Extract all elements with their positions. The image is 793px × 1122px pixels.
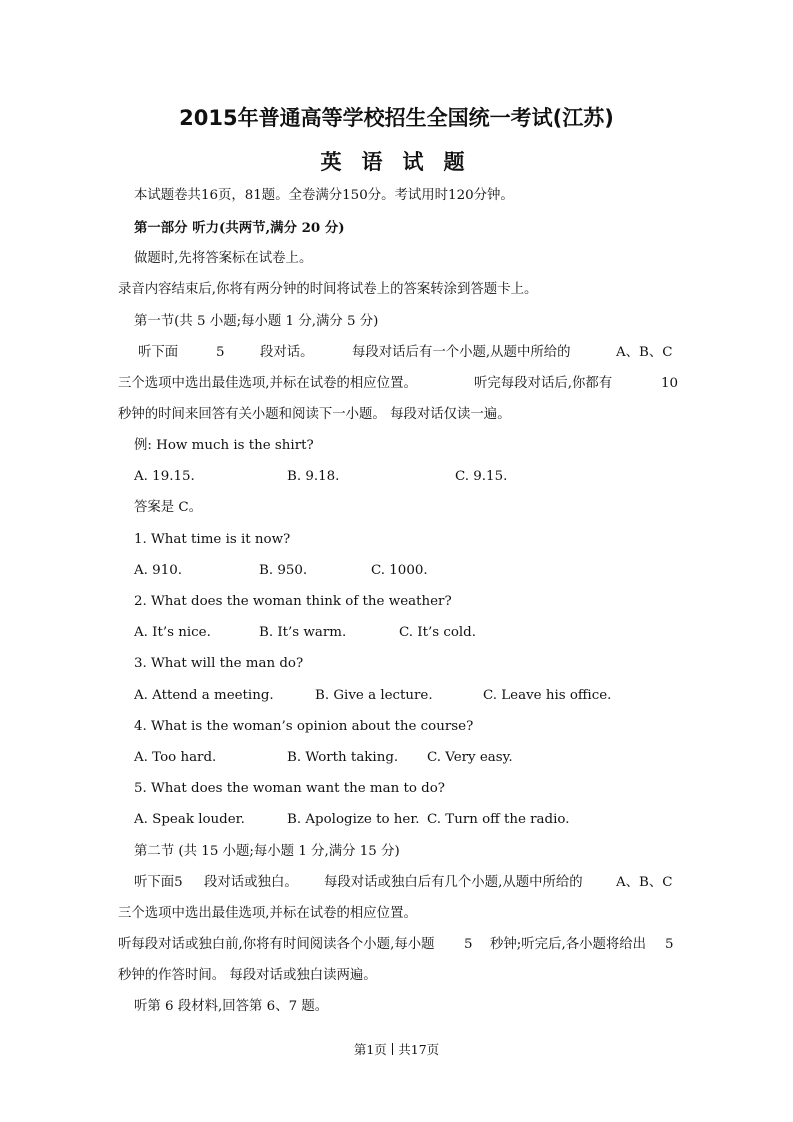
question-1: 1. What time is it now?: [134, 532, 291, 547]
dir-text: 每段对话后有一个小题,从题中所给的: [352, 345, 571, 360]
section1-heading: 第一节(共 5 小题;每小题 1 分,满分 5 分): [134, 314, 379, 329]
q5-option-b: B. Apologize to her.: [287, 812, 420, 827]
instruction-1: 做题时,先将答案标在试卷上。: [134, 251, 313, 266]
q5-option-a: A. Speak louder.: [134, 812, 245, 827]
q1-option-b: B. 950.: [259, 563, 308, 578]
page-footer: [0, 1040, 793, 1058]
dir-text: 段对话或独白。: [204, 875, 298, 890]
dir-text: 5: [216, 345, 225, 360]
dir-text: 5: [464, 937, 473, 952]
question-4: 4. What is the woman’s opinion about the course?: [134, 719, 474, 734]
section2-directions-line-b: 三个选项中选出最佳选项,并标在试卷的相应位置。: [118, 906, 417, 921]
section2-heading: 第二节 (共 15 小题;每小题 1 分,满分 15 分): [134, 844, 400, 859]
example-answer: 答案是 C。: [134, 500, 203, 515]
q2-option-c: C. It’s cold.: [399, 625, 477, 640]
dir-text: A、B、C: [616, 875, 673, 890]
q4-option-c: C. Very easy.: [427, 750, 513, 765]
exam-title: 2015年普通高等学校招生全国统一考试(江苏): [179, 106, 614, 130]
dir-text: 三个选项中选出最佳选项,并标在试卷的相应位置。: [118, 376, 417, 391]
part1-heading: 第一部分 听力(共两节,满分 20 分): [134, 220, 345, 236]
example-option-a: A. 19.15.: [134, 469, 195, 484]
section2-directions-line-d: 秒钟的作答时间。 每段对话或独白读两遍。: [118, 968, 377, 983]
instruction-2: 录音内容结束后,你将有两分钟的时间将试卷上的答案转涂到答题卡上。: [118, 282, 538, 297]
question-3: 3. What will the man do?: [134, 656, 304, 671]
dir-text: 秒钟;听完后,各小题将给出: [490, 937, 647, 952]
q3-option-c: C. Leave his office.: [483, 688, 612, 703]
q2-option-b: B. It’s warm.: [259, 625, 347, 640]
question-2: 2. What does the woman think of the weather?: [134, 594, 452, 609]
q1-option-c: C. 1000.: [371, 563, 428, 578]
footer-separator: [392, 1043, 394, 1055]
q3-option-b: B. Give a lecture.: [315, 688, 433, 703]
question-5: 5. What does the woman want the man to do?: [134, 781, 445, 796]
dir-text: A、B、C: [616, 345, 673, 360]
example-option-c: C. 9.15.: [455, 469, 508, 484]
example-option-b: B. 9.18.: [287, 469, 340, 484]
page-number: 第1页: [353, 1042, 387, 1057]
q2-option-a: A. It’s nice.: [134, 625, 211, 640]
section1-directions-line-c: 秒钟的时间来回答有关小题和阅读下一小题。 每段对话仅读一遍。: [118, 407, 511, 422]
dir-text: 段对话。: [260, 345, 314, 360]
dir-text: 听完每段对话后,你都有: [474, 376, 613, 391]
intro-text: 本试题卷共16页，81题。全卷满分150分。考试用时120分钟。: [134, 188, 514, 203]
exam-subtitle: 英语试题: [320, 150, 485, 174]
example-question: 例: How much is the shirt?: [134, 438, 314, 453]
dir-text: 5: [665, 937, 674, 952]
section2-material: 听第 6 段材料,回答第 6、7 题。: [134, 999, 329, 1014]
q4-option-a: A. Too hard.: [134, 750, 217, 765]
dir-text: 听每段对话或独白前,你将有时间阅读各个小题,每小题: [118, 937, 435, 952]
dir-text: 10: [661, 376, 679, 391]
dir-text: 每段对话或独白后有几个小题,从题中所给的: [324, 875, 583, 890]
q3-option-a: A. Attend a meeting.: [134, 688, 274, 703]
dir-text: 听下面5: [134, 875, 183, 890]
q5-option-c: C. Turn off the radio.: [427, 812, 570, 827]
q4-option-b: B. Worth taking.: [287, 750, 399, 765]
dir-text: 听下面: [138, 345, 179, 360]
page-total: 共17页: [398, 1042, 440, 1057]
q1-option-a: A. 910.: [134, 563, 182, 578]
